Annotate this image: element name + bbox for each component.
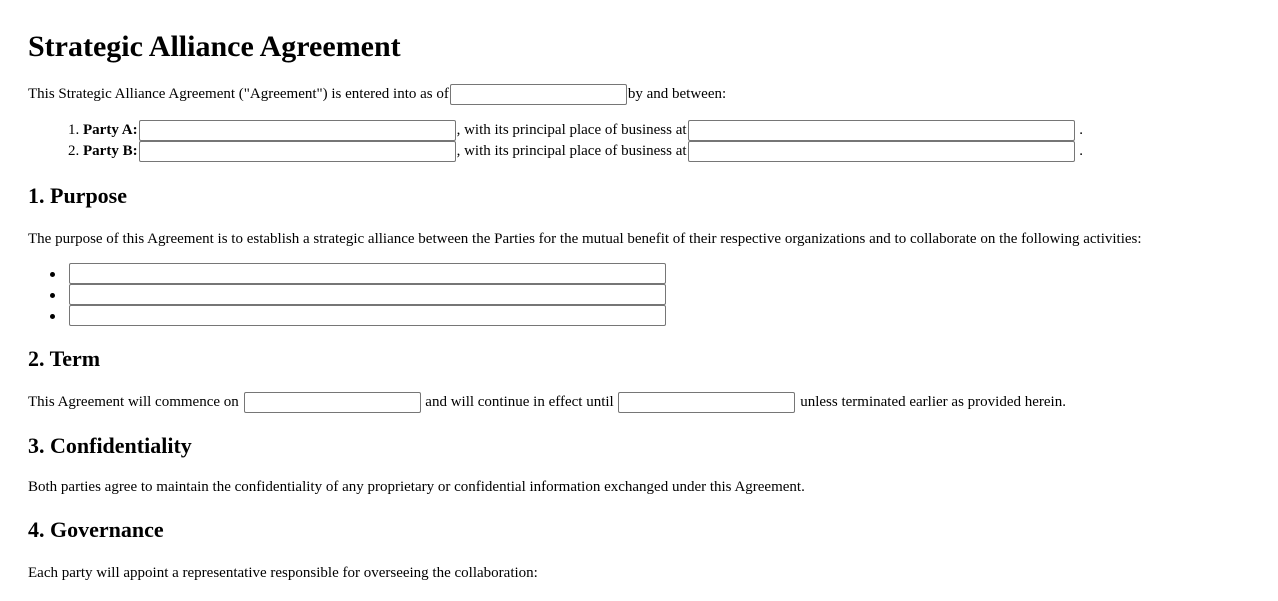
intro-text-before: This Strategic Alliance Agreement ("Agreement") is entered into as of [28,86,449,102]
page-title: Strategic Alliance Agreement [28,30,401,63]
party-b-name-input[interactable] [139,141,456,162]
parties-list [28,120,1278,162]
activity-item [68,263,1278,284]
party-a-label: Party A: [83,122,138,139]
activity-item [68,284,1278,305]
intro-paragraph [28,84,1278,105]
governance-text: Each party will appoint a representative responsible for overseeing the collaboration: [28,565,538,582]
purpose-text: The purpose of this Agreement is to establish a strategic alliance between the Parties for the mutual benefit of their respective organizations and to collaborate on the following activities: [28,231,1142,248]
term-paragraph [28,392,1278,413]
party-a-end: . [1079,122,1084,139]
activity-item [68,305,1278,326]
activities-list [28,263,1278,326]
term-end-input[interactable] [618,392,795,413]
confidentiality-text: Both parties agree to maintain the confidentiality of any proprietary or confidential information exchanged under this Agreement. [28,479,805,496]
term-text-before: This Agreement will commence on [28,394,239,411]
bullet-icon [50,263,55,284]
activity-1-input[interactable] [69,263,666,284]
party-b-address-input[interactable] [688,141,1075,162]
confidentiality-heading: 3. Confidentiality [28,433,192,459]
purpose-heading: 1. Purpose [28,183,127,209]
term-start-input[interactable] [244,392,421,413]
party-b-item [68,141,1278,162]
party-a-item [68,120,1278,141]
party-a-address-input[interactable] [688,120,1075,141]
term-text-middle: and will continue in effect until [425,394,614,411]
party-b-label: Party B: [83,143,138,160]
bullet-icon [50,305,55,326]
term-heading: 2. Term [28,346,101,372]
agreement-date-input[interactable] [450,84,627,105]
party-a-number: 1. [68,122,80,139]
bullet-icon [50,284,55,305]
governance-heading: 4. Governance [28,517,164,543]
party-b-end: . [1079,143,1084,160]
party-a-connector: , with its principal place of business at [456,122,687,139]
term-text-after: unless terminated earlier as provided herein. [800,394,1066,411]
intro-text-after: by and between: [627,86,727,102]
party-b-number: 2. [68,143,80,160]
activity-2-input[interactable] [69,284,666,305]
party-a-name-input[interactable] [139,120,456,141]
party-b-connector: , with its principal place of business at [456,143,687,160]
activity-3-input[interactable] [69,305,666,326]
